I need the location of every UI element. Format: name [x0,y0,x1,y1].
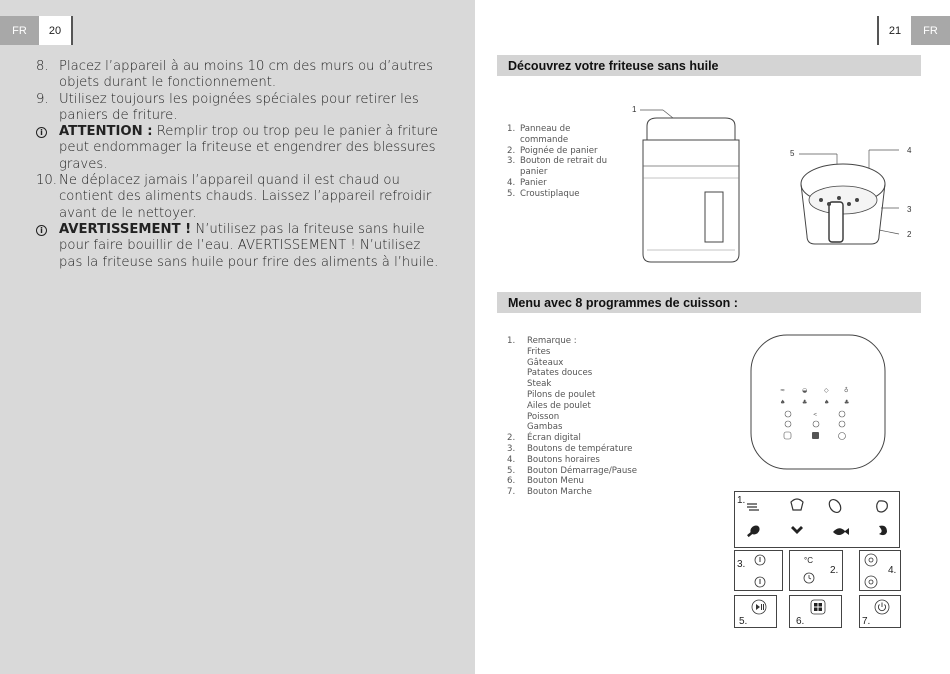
item-text [59,59,446,92]
list-label: Panneau de commande [520,124,571,145]
instruction-item [36,92,446,125]
svg-text:♠: ♠ [780,399,786,406]
list-label: Remarque : [527,336,577,346]
list-item [507,390,657,401]
svg-text:◒: ◒ [802,387,808,394]
list-item [507,379,657,390]
list-item [507,336,657,347]
thermometer-icon [753,552,767,590]
menu-grid-icon [810,599,826,615]
menu-button[interactable] [789,595,842,628]
list-number [507,412,527,423]
item-body: Utilisez toujours les poignées spéciales pour retirer les paniers de friture. [59,91,419,123]
list-label: Bouton Marche [527,487,592,498]
item-number: 8. [36,59,49,74]
list-number: 1. [507,336,516,346]
item-body: N’utilisez pas la friteuse sans huile pour faire bouillir de l’eau. AVERTISSEMENT ! N’utilisez pas la friteuse sans huile pour frire des aliments à l’huile. [59,221,439,270]
list-label: Patates douces [527,368,593,379]
item-body: Ne déplacez jamais l’appareil quand il est chaud ou contient des aliments chauds. Laissez l’appareil refroidir avant de le nettoyer. [59,173,432,221]
svg-text:♣: ♣ [844,399,850,406]
digital-display [789,550,843,591]
panel-label-6: 6. [796,616,805,627]
list-item [507,455,657,466]
list-item [507,487,657,498]
list-label: Écran digital [527,433,581,444]
list-item [507,189,617,200]
callout-5: 5 [790,149,795,158]
instruction-item [36,222,446,271]
svg-text:♠: ♠ [824,399,830,406]
svg-text:≈: ≈ [780,387,786,394]
list-number: 3. [507,156,516,167]
list-item [507,466,657,477]
item-body: Placez l’appareil à au moins 10 cm des murs ou d’autres objets durant le fonctionnement. [59,59,434,91]
list-item [507,433,657,444]
item-emphasis: ATTENTION : [59,124,153,140]
info-warning-icon: i [36,225,47,236]
program-icons [735,492,901,549]
section-title-menu: Menu avec 8 programmes de cuisson : [497,292,921,313]
list-label: Ailes de poulet [527,400,591,411]
safety-instructions-list [36,59,446,271]
language-tag: FR [0,16,39,45]
program-icons-panel [734,491,900,548]
parts-list [507,124,617,200]
right-page [475,0,950,674]
start-pause-button[interactable] [734,595,777,628]
list-number: 7. [507,487,516,498]
page-number: 21 [879,16,911,45]
svg-text:♣: ♣ [802,399,808,406]
clock-icon [803,572,815,584]
item-body: Remplir trop ou trop peu le panier à friture peut endommager la friteuse et engendrer des blessures graves. [59,124,439,172]
panel-label-2: 2. [830,565,839,576]
instruction-item [36,124,446,173]
panel-label-3: 3. [737,559,746,570]
list-number [507,390,527,401]
callout-3: 3 [907,205,912,214]
list-label: Bouton de retrait du panier [520,156,608,178]
list-item [507,358,657,369]
control-panel-illustration [750,334,886,470]
list-label: Frites [527,346,551,357]
play-pause-icon [751,599,767,615]
list-label: Boutons de température [527,443,633,454]
list-item [507,146,617,157]
list-number: 6. [507,476,516,487]
list-number [507,401,527,412]
list-label: Bouton Menu [527,476,585,487]
list-item [507,401,657,412]
item-emphasis: AVERTISSEMENT ! [59,221,192,237]
list-item [507,156,617,178]
list-label: Pilons de poulet [527,389,596,400]
list-label: Poisson [527,411,560,422]
list-item [507,476,657,487]
item-text [59,222,446,271]
air-fryer-illustration [625,104,775,274]
list-label: Gâteaux [527,357,564,368]
time-buttons[interactable] [859,550,901,591]
list-number [507,422,527,433]
list-label: Poignée de panier [520,145,598,156]
panel-label-1: 1. [737,495,746,506]
list-number: 2. [507,145,516,156]
list-item [507,368,657,379]
display-unit: °C [804,556,813,565]
list-number: 4. [507,177,516,188]
timer-icon [863,552,879,590]
list-number [507,368,527,379]
menu-programs-list [507,336,657,498]
language-tag: FR [911,16,950,45]
temperature-buttons[interactable] [734,550,783,591]
callout-1: 1 [632,105,637,114]
page-number: 20 [39,16,71,45]
item-number: 10. [36,173,57,189]
svg-text:<: < [813,412,818,418]
callout-2: 2 [907,230,912,239]
list-number: 4. [507,454,516,465]
svg-text:♁: ♁ [844,387,849,394]
list-number [507,379,527,390]
panel-label-7: 7. [862,616,871,627]
list-item [507,347,657,358]
list-label: Steak [527,379,552,390]
basket-illustration [793,140,903,250]
item-text [59,173,446,222]
panel-label-5: 5. [739,616,748,627]
list-label: Panier [520,177,547,188]
warning-icon [36,222,59,271]
list-label: Croustiplaque [520,188,580,199]
list-number [507,347,527,358]
list-number: 2. [507,433,516,444]
list-label: Gambas [527,422,563,433]
item-number: 9. [36,91,49,107]
list-number: 1. [507,124,516,134]
instruction-item [36,59,446,92]
svg-text:◇: ◇ [824,387,829,394]
list-item [507,412,657,423]
list-number [507,358,527,369]
power-button[interactable] [859,595,901,628]
item-text [59,124,446,173]
warning-icon [36,124,59,173]
list-number: 5. [507,188,516,199]
list-item [507,422,657,433]
info-warning-icon: i [36,127,47,138]
section-title-discover: Découvrez votre friteuse sans huile [497,55,921,76]
list-label: Bouton Démarrage/Pause [527,465,638,476]
list-number: 5. [507,465,516,476]
callout-4: 4 [907,146,912,155]
list-item [507,124,617,146]
item-text [59,92,446,125]
instruction-item [36,173,446,222]
page-number-divider [71,16,73,45]
list-number: 3. [507,443,516,454]
panel-label-4: 4. [888,565,897,576]
list-label: Boutons horaires [527,454,600,465]
list-item [507,444,657,455]
list-item [507,178,617,189]
power-icon [874,599,890,615]
